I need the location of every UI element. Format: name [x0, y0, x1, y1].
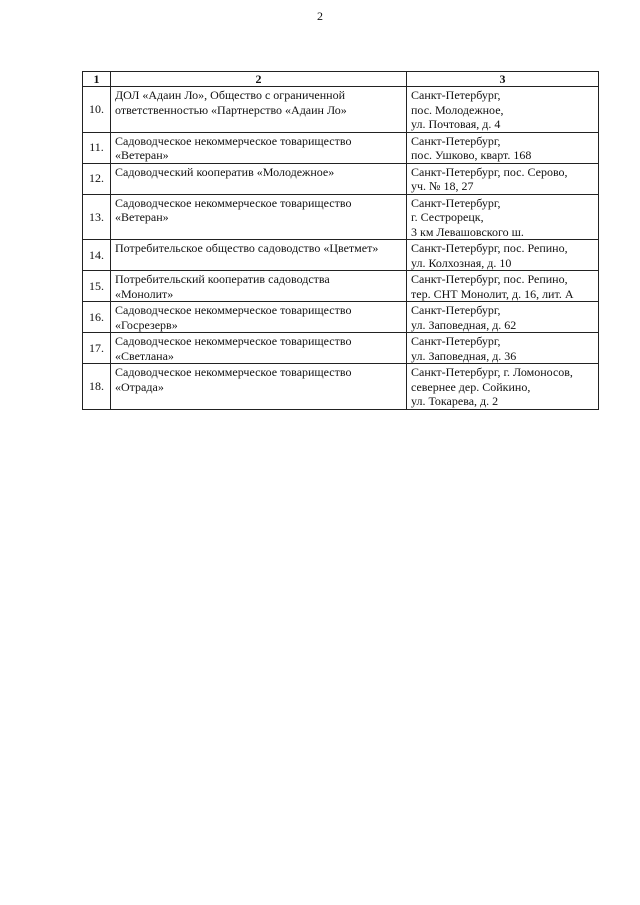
address-line: Санкт-Петербург, [411, 88, 501, 102]
address-cell [407, 194, 599, 240]
table-row [83, 194, 599, 240]
address-line: севернее дер. Сойкино, [411, 379, 531, 394]
organization-name-cell [111, 271, 407, 302]
address-line: ул. Токарева, д. 2 [411, 394, 499, 408]
row-number: 14. [83, 240, 111, 271]
address-line: Санкт-Петербург, [411, 133, 501, 148]
organization-name-cell [111, 240, 407, 271]
table-row [83, 163, 599, 194]
address-line: ул. Почтовая, д. 4 [411, 117, 501, 131]
table-row [83, 132, 599, 163]
organization-name-cell [111, 87, 407, 133]
page-number: 2 [317, 9, 323, 23]
organization-name-line: Потребительский кооператив садоводства [115, 272, 330, 286]
address-line: Санкт-Петербург, пос. Репино, [411, 241, 568, 255]
table-row [83, 333, 599, 364]
table-row [83, 364, 599, 410]
address-line: г. Сестрорецк, [411, 210, 484, 224]
organization-name-line: Садоводческое некоммерческое товарищество [115, 365, 352, 379]
address-line: уч. № 18, 27 [411, 179, 474, 193]
address-line: ул. Заповедная, д. 36 [411, 348, 517, 363]
address-cell [407, 271, 599, 302]
address-cell [407, 132, 599, 163]
address-cell [407, 302, 599, 333]
header-col-2: 2 [111, 72, 407, 87]
organization-name-line: Садоводческое некоммерческое товарищество [115, 133, 352, 148]
organization-name-line: «Отрада» [115, 379, 164, 394]
organization-name-cell [111, 333, 407, 364]
organization-name-line: «Светлана» [115, 348, 174, 363]
organization-name-line: Садоводческий кооператив «Молодежное» [115, 164, 335, 179]
organization-name-line: Потребительское общество садоводство «Цветмет» [115, 241, 379, 255]
address-line: Санкт-Петербург, пос. Серово, [411, 164, 568, 179]
address-line: пос. Ушково, кварт. 168 [411, 148, 532, 162]
address-line: 3 км Левашовского ш. [411, 224, 524, 239]
address-cell [407, 364, 599, 410]
organization-name-cell [111, 302, 407, 333]
organizations-table [82, 71, 599, 410]
table-header-row [83, 72, 599, 87]
address-line: Санкт-Петербург, г. Ломоносов, [411, 365, 573, 379]
row-number: 12. [83, 163, 111, 194]
header-col-1: 1 [83, 72, 111, 87]
organization-name-line: ответственностью «Партнерство «Адаин Ло» [115, 102, 347, 117]
organization-name-cell [111, 132, 407, 163]
row-number: 13. [83, 194, 111, 240]
organization-name-cell [111, 194, 407, 240]
row-number: 11. [83, 132, 111, 163]
row-number: 15. [83, 271, 111, 302]
address-cell [407, 333, 599, 364]
table-row [83, 87, 599, 133]
address-line: тер. СНТ Монолит, д. 16, лит. А [411, 286, 574, 301]
organization-name-line: Садоводческое некоммерческое товарищество [115, 303, 352, 317]
address-line: пос. Молодежное, [411, 102, 504, 117]
organization-name-line: Садоводческое некоммерческое товарищество [115, 334, 352, 348]
table-row [83, 271, 599, 302]
organization-name-line: «Ветеран» [115, 210, 169, 224]
row-number: 10. [83, 87, 111, 133]
address-line: Санкт-Петербург, [411, 195, 501, 210]
organization-name-cell [111, 364, 407, 410]
table-row [83, 302, 599, 333]
address-line: ул. Заповедная, д. 62 [411, 317, 517, 332]
header-col-3: 3 [407, 72, 599, 87]
organization-name-line: Садоводческое некоммерческое товарищество [115, 195, 352, 210]
address-line: Санкт-Петербург, пос. Репино, [411, 272, 568, 286]
table-row [83, 240, 599, 271]
organization-name-line: «Госрезерв» [115, 317, 178, 332]
address-line: Санкт-Петербург, [411, 303, 501, 317]
address-cell [407, 240, 599, 271]
organization-name-line: ДОЛ «Адаин Ло», Общество с ограниченной [115, 88, 346, 102]
row-number: 18. [83, 364, 111, 410]
organization-name-line: «Монолит» [115, 286, 174, 301]
row-number: 16. [83, 302, 111, 333]
address-cell [407, 163, 599, 194]
address-cell [407, 87, 599, 133]
table-body [83, 87, 599, 410]
row-number: 17. [83, 333, 111, 364]
address-line: Санкт-Петербург, [411, 334, 501, 348]
organization-name-cell [111, 163, 407, 194]
organization-name-line: «Ветеран» [115, 148, 169, 162]
address-line: ул. Колхозная, д. 10 [411, 255, 512, 270]
